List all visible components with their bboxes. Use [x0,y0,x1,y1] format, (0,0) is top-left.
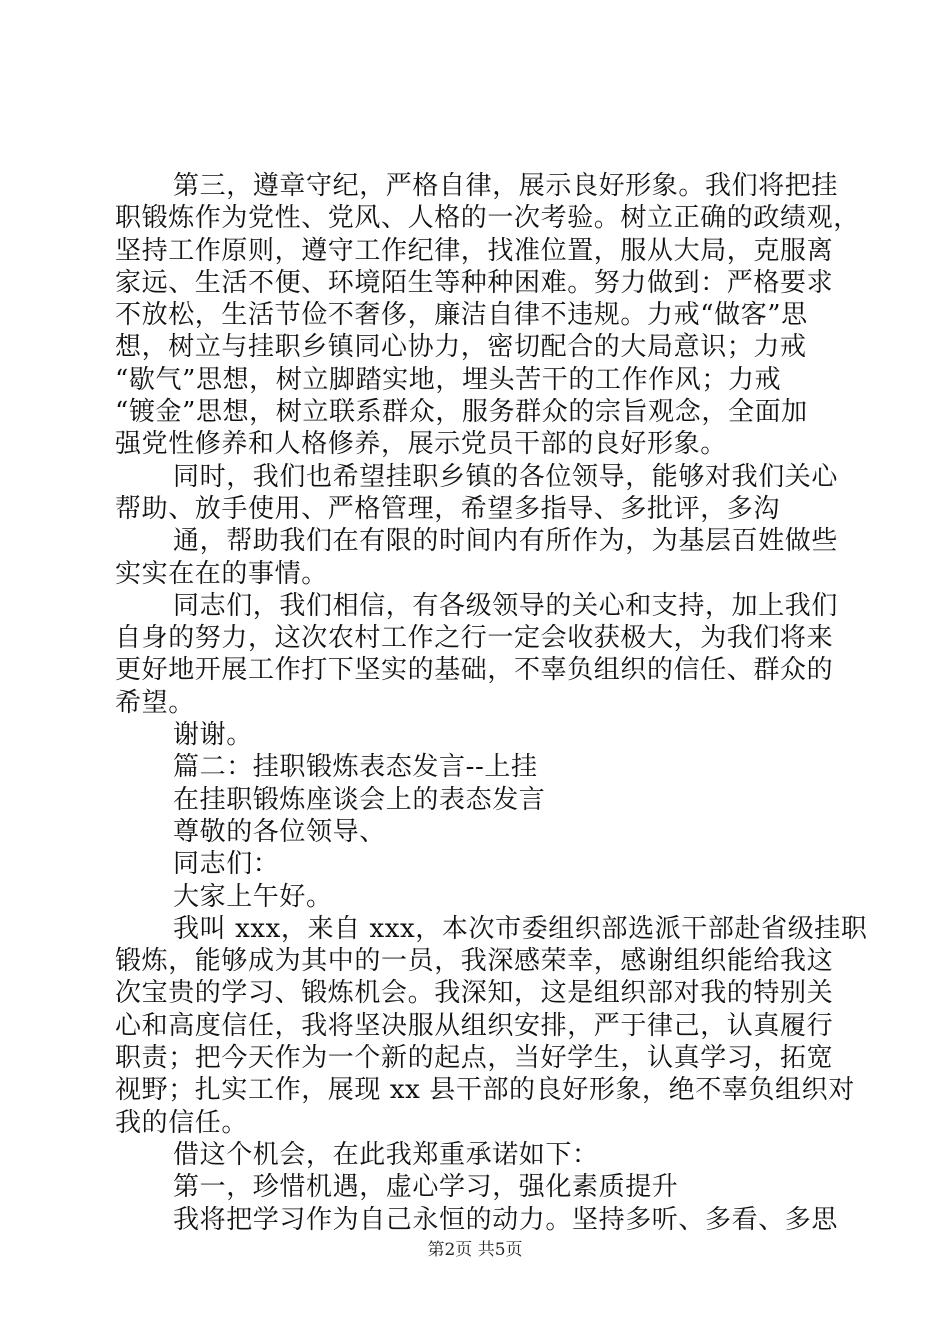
paragraph-line: 我将把学习作为自己永恒的动力。坚持多听、多看、多思 [173,1204,839,1235]
paragraph-line: 自身的努力，这次农村工作之行一定会收获极大，为我们将来 [115,623,834,654]
paragraph-line: 视野；扎实工作，展现 xx 县干部的良好形象，绝不辜负组织对 [115,1075,855,1106]
paragraph-line: “镀金”思想，树立联系群众，服务群众的宗旨观念，全面加 [115,397,808,428]
paragraph-line: 第三，遵章守纪，严格自律，展示良好形象。我们将把挂 [173,171,839,201]
paragraph-line: 强党性修养和人格修养，展示党员干部的良好形象。 [115,429,727,460]
section-heading: 篇二：挂职锻炼表态发言--上挂 [173,752,538,783]
paragraph-line: 心和高度信任，我将坚决服从组织安排，严于律己，认真履行 [115,1010,834,1041]
speech-title: 在挂职锻炼座谈会上的表态发言 [173,784,546,815]
paragraph-line: 职锻炼作为党性、党风、人格的一次考验。树立正确的政绩观， [115,203,860,234]
paragraph-line: 想，树立与挂职乡镇同心协力，密切配合的大局意识；力戒 [115,332,807,363]
paragraph-line: 职责；把今天作为一个新的起点，当好学生，认真学习，拓宽 [115,1043,834,1074]
paragraph-line: 不放松，生活节俭不奢侈，廉洁自律不违规。力戒“做客”思 [115,300,808,331]
document-body [115,170,868,1236]
salutation-line: 同志们： [173,849,280,880]
paragraph-line: 更好地开展工作打下坚实的基础，不辜负组织的信任、群众的 [115,655,834,686]
salutation-line: 尊敬的各位领导、 [173,816,386,847]
paragraph-line: 坚持工作原则，遵守工作纪律，找准位置，服从大局，克服离 [115,235,834,266]
paragraph-line: 帮助、放手使用、严格管理，希望多指导、多批评，多沟 [115,493,781,524]
paragraph-line: 实实在在的事情。 [115,558,328,589]
paragraph-line: 锻炼，能够成为其中的一员，我深感荣幸，感谢组织能给我这 [115,946,834,977]
paragraph-line: 我的信任。 [115,1107,249,1138]
paragraph-line: 同时，我们也希望挂职乡镇的各位领导，能够对我们关心 [173,461,839,492]
paragraph-line: 希望。 [115,687,195,718]
paragraph-line: “歇气”思想，树立脚踏实地，埋头苦干的工作作风；力戒 [115,364,782,395]
paragraph-line: 通，帮助我们在有限的时间内有所作为，为基层百姓做些 [173,526,839,557]
paragraph-line: 同志们，我们相信，有各级领导的关心和支持，加上我们 [173,590,839,621]
paragraph-line: 次宝贵的学习、锻炼机会。我深知，这是组织部对我的特别关 [115,978,834,1009]
page-number-footer: 第2页 共5页 [427,1240,523,1260]
paragraph-line: 谢谢。 [173,720,253,751]
greeting-line: 大家上午好。 [173,881,333,912]
subheading-line: 第一，珍惜机遇，虚心学习，强化素质提升 [173,1172,679,1203]
paragraph-line: 我叫 xxx，来自 xxx，本次市委组织部选派干部赴省级挂职 [173,913,868,944]
paragraph-line: 家远、生活不便、环境陌生等种种困难。努力做到：严格要求 [115,267,834,298]
paragraph-line: 借这个机会，在此我郑重承诺如下： [173,1139,599,1170]
